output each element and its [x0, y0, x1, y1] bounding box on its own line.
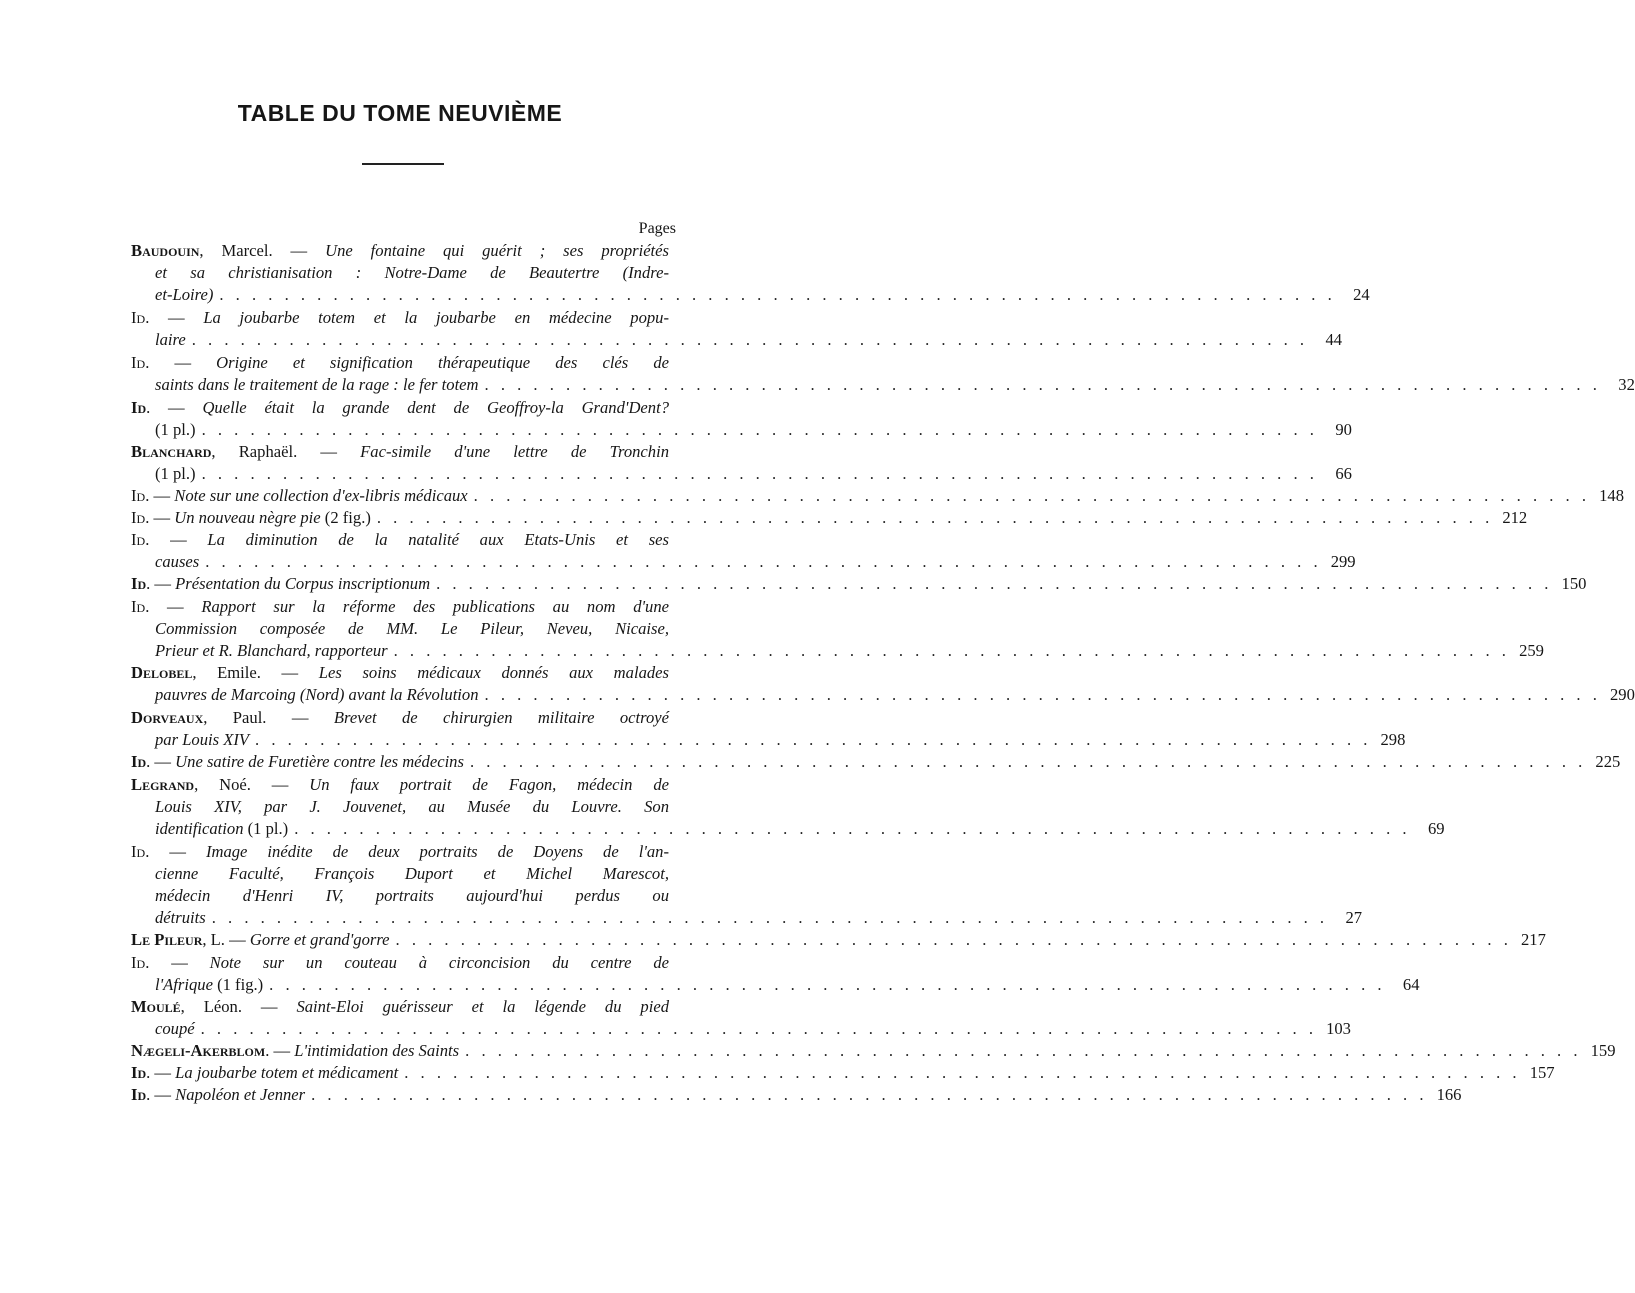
toc-line: [131, 952, 669, 974]
toc-line: [155, 796, 669, 818]
toc-entry-text: [155, 885, 669, 907]
toc-text-run: Id: [131, 597, 146, 616]
toc-text-run: Le Pileur: [131, 930, 203, 949]
toc-text-run: . —: [145, 308, 204, 327]
toc-entry-text: [155, 1018, 195, 1040]
dot-leader: [196, 463, 1324, 485]
toc-line: [131, 529, 669, 551]
toc-entry-text: [131, 441, 669, 463]
page-number: 298: [1380, 730, 1406, 749]
pages-column-label: Pages: [638, 220, 676, 237]
toc-text-run: Id: [131, 752, 147, 771]
toc-line: [131, 507, 1528, 529]
dot-leader: [464, 751, 1592, 773]
toc-entry-text: [131, 596, 669, 618]
toc-line: [155, 974, 1420, 996]
page-number: 24: [1353, 285, 1370, 304]
toc-text-run: Présentation du Corpus inscriptionum: [175, 574, 431, 593]
toc-text-run: . —: [145, 486, 175, 505]
page-title: TABLE DU TOME NEUVIÈME: [237, 100, 563, 126]
toc-text-run: Id: [131, 398, 147, 417]
toc-entry-text: [155, 796, 669, 818]
toc-text-run: Legrand: [131, 775, 195, 794]
page-number: 225: [1595, 752, 1621, 771]
toc-line: [131, 996, 669, 1018]
dot-leader: [459, 1040, 1587, 1062]
dot-leader: [305, 1084, 1433, 1106]
toc-text-run: , Raphaël. —: [211, 442, 361, 461]
toc-line: [155, 551, 1356, 573]
toc-entry-text: [155, 684, 479, 706]
toc-text-run: Nægeli-Akerblom: [131, 1041, 266, 1060]
toc-text-run: . —: [146, 752, 176, 771]
toc-entry-text: [131, 240, 669, 262]
toc-line: [155, 419, 1352, 441]
toc-text-run: laire: [155, 330, 186, 349]
toc-text-run: Louis XIV, par J. Jouvenet, au Musée du Louvre. Son: [155, 797, 669, 816]
toc-line: [155, 863, 669, 885]
toc-text-run: Id: [131, 1085, 147, 1104]
toc-text-run: Id: [131, 530, 146, 549]
dot-leader: [195, 1018, 1323, 1040]
toc-text-run: Id: [131, 508, 146, 527]
toc-line: [131, 352, 669, 374]
toc-entry-text: [131, 952, 669, 974]
page-number: 64: [1402, 975, 1420, 994]
toc-line: [131, 485, 1624, 507]
toc-text-run: Une satire de Furetière contre les médecins: [175, 752, 464, 771]
toc-text-run: par Louis XIV: [155, 730, 250, 749]
page-number: 32: [1618, 375, 1635, 394]
toc-entry-text: [131, 751, 464, 773]
toc-entry-text: [131, 1084, 305, 1106]
toc-text-run: . —: [145, 597, 202, 616]
dot-leader: [199, 551, 1327, 573]
toc-line: [131, 397, 669, 419]
toc-entry-text: [131, 397, 669, 419]
toc-text-run: Prieur et R. Blanchard, rapporteur: [155, 641, 388, 660]
dot-leader: [390, 929, 1518, 951]
page-number: 90: [1335, 420, 1352, 439]
toc-text-run: . —: [145, 353, 217, 372]
toc-text-run: pauvres de Marcoing (Nord) avant la Révolution: [155, 685, 479, 704]
toc-text-run: , Léon. —: [180, 997, 297, 1016]
page-number: 212: [1502, 508, 1528, 527]
toc-entry-text: [131, 996, 669, 1018]
toc-entry-text: [155, 729, 249, 751]
page-number: 44: [1325, 330, 1343, 349]
page-number: 217: [1520, 930, 1546, 949]
toc-line: [155, 618, 669, 640]
dot-leader: [213, 284, 1341, 306]
toc-text-run: Les soins médicaux donnés aux malades: [318, 663, 669, 682]
toc-line: [155, 284, 1370, 306]
toc-line: [155, 463, 1352, 485]
toc-text-run: , Marcel. —: [199, 241, 326, 260]
toc-text-run: l'Afrique: [155, 975, 213, 994]
page-number: 148: [1599, 486, 1624, 505]
toc-entry-text: [155, 551, 199, 573]
toc-entry-text: [155, 907, 206, 929]
toc-entry-text: [131, 1040, 459, 1062]
toc-text-run: coupé: [155, 1019, 195, 1038]
toc-line: [155, 329, 1343, 351]
toc-entry-text: [155, 262, 669, 284]
toc-text-run: . —: [146, 1063, 176, 1082]
dot-leader: [398, 1062, 1526, 1084]
toc-entry-text: [155, 419, 196, 441]
toc-text-run: Un nouveau nègre pie: [174, 508, 321, 527]
dot-leader: [186, 329, 1314, 351]
toc-text-run: . —: [145, 508, 175, 527]
toc-text-run: , Emile. —: [192, 663, 319, 682]
toc-entry-text: [155, 618, 669, 640]
dot-leader: [468, 485, 1596, 507]
toc-text-run: Id: [131, 353, 146, 372]
toc-text-run: Commission composée de MM. Le Pileur, Neveu, Nicaise,: [155, 619, 669, 638]
page-number: 69: [1427, 819, 1445, 838]
toc-text-run: . —: [146, 574, 176, 593]
toc-entry-text: [155, 463, 196, 485]
toc-text-run: identification: [155, 819, 244, 838]
toc-entry-text: [131, 774, 669, 796]
toc-text-run: Origine et signification thérapeutique des clés de: [216, 353, 670, 372]
page-number: 166: [1436, 1085, 1462, 1104]
toc-entry-text: [155, 818, 288, 840]
page-number: 259: [1519, 641, 1544, 660]
toc-text-run: (2 fig.): [320, 508, 371, 527]
toc-line: [131, 1040, 1616, 1062]
toc-entry-text: [131, 307, 669, 329]
toc-text-run: Dorveaux: [131, 708, 204, 727]
page-number: 299: [1330, 552, 1356, 571]
toc-entry-text: [155, 284, 213, 306]
dot-leader: [388, 640, 1516, 662]
page-number: 157: [1529, 1063, 1555, 1082]
toc-text-run: Note sur un couteau à circoncision du centre de: [209, 953, 670, 972]
toc-text-run: Un faux portrait de Fagon, médecin de: [309, 775, 669, 794]
dot-leader: [263, 974, 1391, 996]
toc-text-run: détruits: [155, 908, 206, 927]
dot-leader: [430, 573, 1558, 595]
toc-text-run: La joubarbe totem et médicament: [175, 1063, 399, 1082]
page-number: 103: [1326, 1019, 1351, 1038]
toc-line: [155, 374, 1635, 396]
toc-entry-text: [131, 841, 669, 863]
dot-leader: [249, 729, 1377, 751]
toc-entry-text: [131, 1062, 398, 1084]
toc-text-run: et-Loire): [155, 285, 214, 304]
toc-text-run: Id: [131, 953, 146, 972]
toc-line: [155, 885, 669, 907]
toc-text-run: Id: [131, 842, 146, 861]
page-number: 159: [1590, 1041, 1616, 1060]
toc-line: [131, 441, 669, 463]
toc-text-run: . —: [145, 953, 210, 972]
toc-line: [131, 707, 669, 729]
toc-text-run: . —: [145, 842, 206, 861]
toc-text-run: (1 pl.): [243, 819, 289, 838]
toc-text-run: et sa christianisation : Notre-Dame de Beautertre (Indre-: [155, 263, 669, 282]
toc-entry-text: [131, 507, 371, 529]
toc-text-run: Napoléon et Jenner: [175, 1085, 306, 1104]
toc-text-run: . —: [146, 1085, 176, 1104]
page-number: 290: [1609, 685, 1635, 704]
toc-entry-text: [131, 352, 669, 374]
toc-entry-text: [155, 374, 479, 396]
page-number: 150: [1561, 574, 1587, 593]
toc-line: [155, 684, 1635, 706]
toc-text-run: , L. —: [202, 930, 250, 949]
toc-text-run: Moulé: [131, 997, 181, 1016]
toc-entry-text: [131, 707, 669, 729]
toc-entry-text: [155, 863, 669, 885]
toc-text-run: (1 fig.): [212, 975, 264, 994]
toc-text-run: saints dans le traitement de la rage : le fer totem: [155, 375, 479, 394]
toc-text-run: Id: [131, 574, 147, 593]
toc-text-run: cienne Faculté, François Duport et Michel Marescot,: [155, 864, 669, 883]
toc-entry-text: [155, 974, 263, 996]
toc-line: [131, 573, 1587, 595]
toc-text-run: Baudouin: [131, 241, 200, 260]
toc-text-run: La diminution de la natalité aux Etats-Unis et ses: [207, 530, 669, 549]
toc-line: [131, 751, 1621, 773]
toc-text-run: Fac-simile d'une lettre de Tronchin: [360, 442, 669, 461]
toc-entry-text: [131, 485, 468, 507]
dot-leader: [196, 419, 1324, 441]
toc-entry-text: [131, 929, 390, 951]
toc-text-run: , Paul. —: [203, 708, 334, 727]
toc-line: [131, 307, 669, 329]
dot-leader: [288, 818, 1416, 840]
toc-line: [155, 729, 1406, 751]
dot-leader: [371, 507, 1499, 529]
toc-text-run: Brevet de chirurgien militaire octroyé: [333, 708, 669, 727]
toc-text-run: Note sur une collection d'ex-libris médicaux: [174, 486, 468, 505]
dot-leader: [479, 684, 1607, 706]
toc-line: [131, 596, 669, 618]
toc-text-run: . —: [145, 530, 208, 549]
toc-line: [131, 774, 669, 796]
toc-text-run: (1 pl.): [155, 464, 196, 483]
toc-text-run: Gorre et grand'gorre: [249, 930, 390, 949]
toc-line: [131, 841, 669, 863]
toc-text-run: causes: [155, 552, 200, 571]
toc-line: [131, 240, 669, 262]
toc-line: [155, 818, 1445, 840]
toc-line: [131, 929, 1546, 951]
toc-entry-text: [131, 529, 669, 551]
toc-text-run: . —: [146, 398, 203, 417]
toc-entry-text: [131, 573, 430, 595]
toc-text-run: Une fontaine qui guérit ; ses propriétés: [325, 241, 669, 260]
toc-entry-text: [155, 329, 186, 351]
toc-text-run: Image inédite de deux portraits de Doyens de l'an-: [205, 842, 669, 861]
toc-entry-text: [155, 640, 388, 662]
toc-entry-text: [131, 662, 669, 684]
dot-leader: [479, 374, 1607, 396]
toc-line: [155, 1018, 1351, 1040]
toc-line: [131, 1062, 1555, 1084]
toc-text-run: Id: [131, 1063, 147, 1082]
toc-line: [131, 1084, 1462, 1106]
toc-text-run: Blanchard: [131, 442, 212, 461]
page-number: 27: [1345, 908, 1363, 927]
toc-text-run: Delobel: [131, 663, 193, 682]
toc-text-run: Quelle était la grande dent de Geoffroy-la Grand'Dent?: [202, 398, 669, 417]
page-number: 66: [1335, 464, 1352, 483]
toc-line: [155, 907, 1363, 929]
toc-text-run: La joubarbe totem et la joubarbe en médecine popu-: [203, 308, 669, 327]
toc-text-run: Rapport sur la réforme des publications au nom d'une: [201, 597, 670, 616]
toc-text-run: (1 pl.): [155, 420, 196, 439]
toc-text-run: Saint-Eloi guérisseur et la légende du pied: [296, 997, 669, 1016]
toc-line: [155, 262, 669, 284]
toc-text-run: . —: [265, 1041, 295, 1060]
toc-text-run: , Noé. —: [194, 775, 310, 794]
toc-text-run: Id: [131, 486, 146, 505]
toc-text-run: médecin d'Henri IV, portraits aujourd'hui perdus ou: [155, 886, 669, 905]
toc-text-run: L'intimidation des Saints: [294, 1041, 460, 1060]
toc-line: [131, 662, 669, 684]
toc-text-run: Id: [131, 308, 146, 327]
toc-line: [155, 640, 1544, 662]
dot-leader: [206, 907, 1334, 929]
